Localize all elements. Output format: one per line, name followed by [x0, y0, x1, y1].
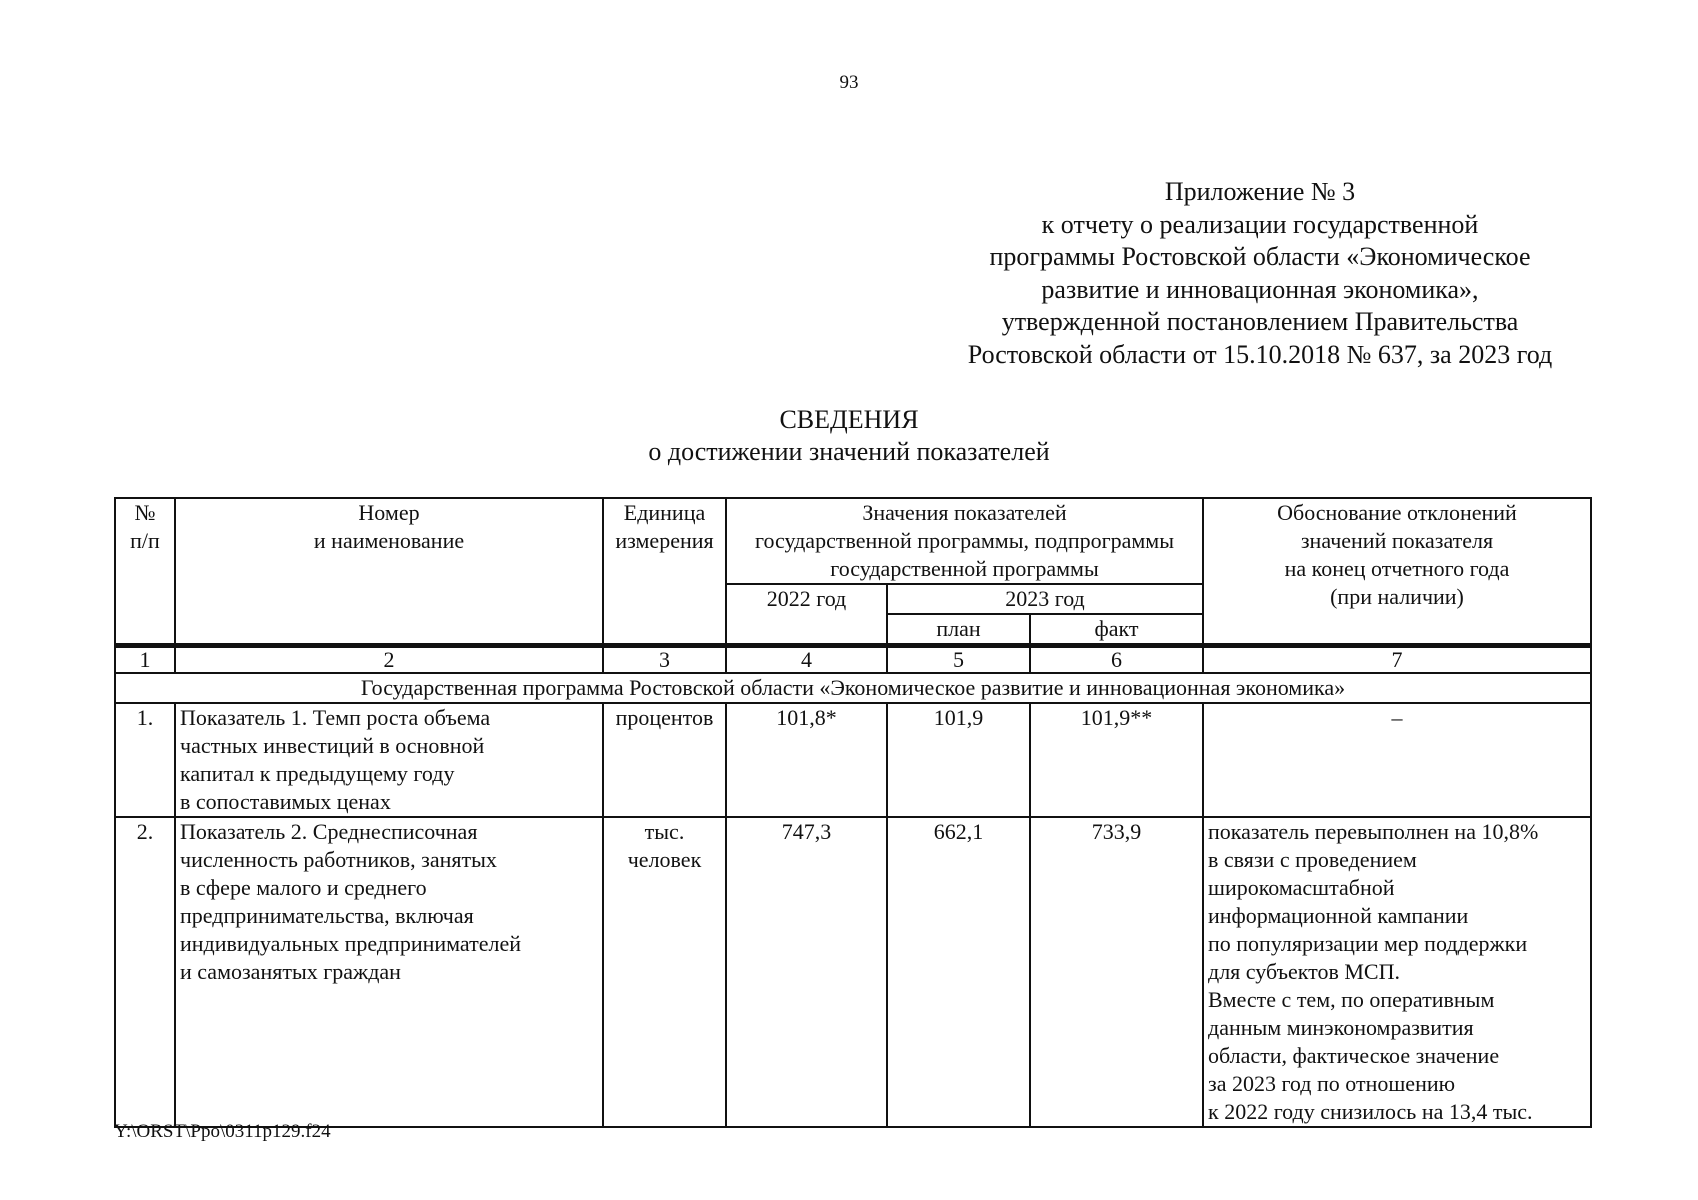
- row-value-2022: 747,3: [726, 817, 887, 1127]
- row-number: 2.: [115, 817, 175, 1127]
- row-justification: –: [1203, 703, 1591, 817]
- header-values: Значения показателей государственной программы, подпрограммы государственной программы: [726, 498, 1203, 584]
- row-name: Показатель 1. Темп роста объема частных инвестиций в основной капитал к предыдущему году в сопоставимых ценах: [175, 703, 603, 817]
- header-year-2023: 2023 год: [887, 584, 1203, 614]
- appendix-line: утвержденной постановлением Правительства: [1001, 307, 1519, 336]
- header-unit: Единица измерения: [603, 498, 726, 646]
- row-number: 1.: [115, 703, 175, 817]
- table-row: [115, 817, 1591, 1127]
- column-number-row: [115, 646, 1591, 674]
- column-number: 3: [603, 646, 726, 674]
- page-number: 93: [839, 72, 859, 93]
- row-unit: тыс. человек: [603, 817, 726, 1127]
- header-year-2022: 2022 год: [726, 584, 887, 646]
- row-fact-2023: 733,9: [1030, 817, 1203, 1127]
- indicators-table: [114, 497, 1592, 1128]
- document-title-sub: о достижении значений показателей: [648, 437, 1050, 466]
- column-number: 1: [115, 646, 175, 674]
- row-value-2022: 101,8*: [726, 703, 887, 817]
- appendix-line: развитие и инновационная экономика»,: [1041, 274, 1479, 304]
- section-title: Государственная программа Ростовской области «Экономическое развитие и инновационная экономика»: [115, 673, 1591, 703]
- row-name: Показатель 2. Среднесписочная численность работников, занятых в сфере малого и среднего предпринимательства, включая индивидуальных предпринимателей и самозанятых граждан: [175, 817, 603, 1127]
- appendix-line: Приложение № 3: [1164, 177, 1356, 206]
- row-fact-2023: 101,9**: [1030, 703, 1203, 817]
- column-number: 2: [175, 646, 603, 674]
- row-plan-2023: 662,1: [887, 817, 1030, 1127]
- header-name: Номер и наименование: [175, 498, 603, 646]
- header-justification: Обоснование отклонений значений показателя на конец отчетного года (при наличии): [1203, 498, 1591, 646]
- appendix-line: Ростовской области от 15.10.2018 № 637, за 2023 год: [967, 339, 1553, 369]
- header-plan: план: [887, 614, 1030, 646]
- table-row: [115, 703, 1591, 817]
- header-fact: факт: [1030, 614, 1203, 646]
- appendix-line: к отчету о реализации государственной: [1041, 209, 1479, 239]
- header-number: № п/п: [115, 498, 175, 646]
- file-path-footer: Y:\ORST\Ppo\0311p129.f24: [114, 1121, 331, 1142]
- column-number: 4: [726, 646, 887, 674]
- column-number: 5: [887, 646, 1030, 674]
- document-title-main: СВЕДЕНИЯ: [779, 405, 919, 434]
- column-number: 6: [1030, 646, 1203, 674]
- appendix-block: [940, 176, 1580, 371]
- row-unit: процентов: [603, 703, 726, 817]
- row-justification: показатель перевыполнен на 10,8% в связи с проведением широкомасштабной информационной кампании по популяризации мер поддержки для субъектов МСП. Вместе с тем, по оперативным данным минэкономразвития области, фактическое значение за 2023 год по отношению к 2022 году снизилось на 13,4 тыс.: [1203, 817, 1591, 1127]
- row-plan-2023: 101,9: [887, 703, 1030, 817]
- column-number: 7: [1203, 646, 1591, 674]
- document-title: [0, 404, 1698, 468]
- section-row: [115, 673, 1591, 703]
- appendix-line: программы Ростовской области «Экономическое: [989, 242, 1531, 271]
